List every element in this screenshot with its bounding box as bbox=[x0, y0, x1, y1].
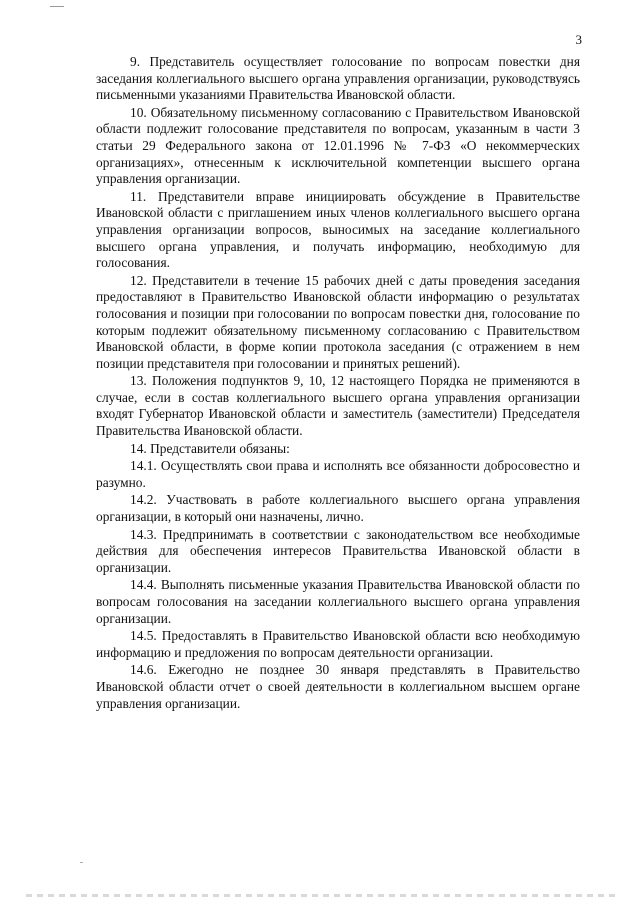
paragraph-14: 14. Представители обязаны: bbox=[130, 440, 290, 456]
paragraph-14-5: 14.5. Предоставлять в Правительство Ивановской области всю необходимую информацию и предложения по вопросам деятельности организации. bbox=[96, 628, 580, 660]
scan-noise-footer bbox=[26, 894, 616, 897]
paragraph-10: 10. Обязательному письменному согласованию с Правительством Ивановской области подлежит голосование представителя по вопросам, указанным в части 3 статьи 29 Федерального закона от 12.01.1996 № 7-ФЗ «О некоммерческих организациях», отнесенным к исключительной компетенции высшего органа управления организации. bbox=[96, 104, 580, 187]
side-dot bbox=[80, 862, 83, 863]
paragraph-14-3: 14.3. Предпринимать в соответствии с законодательством все необходимые действия для обеспечения интересов Правительства Ивановской области в организации. bbox=[96, 526, 580, 575]
corner-mark bbox=[50, 0, 64, 7]
paragraph-14-4: 14.4. Выполнять письменные указания Правительства Ивановской области по вопросам голосования на заседании коллегиального высшего органа управления организации. bbox=[96, 577, 580, 626]
paragraph-9: 9. Представитель осуществляет голосование по вопросам повестки дня заседания коллегиального высшего органа управления организации, руководствуясь письменными указаниями Правительства Ивановской области. bbox=[96, 54, 580, 103]
paragraph-13: 13. Положения подпунктов 9, 10, 12 настоящего Порядка не применяются в случае, если в состав коллегиального высшего органа управления организации входят Губернатор Ивановской области и заместитель (заместители) Председателя Правительства Ивановской области. bbox=[96, 373, 580, 439]
paragraph-12: 12. Представители в течение 15 рабочих дней с даты проведения заседания предоставляют в Правительство Ивановской области информацию о результатах голосования и позиции при голосовании по вопросам повестки дня, голосование по которым подлежит обязательному письменному согласованию с Правительством Ивановской области, в форме копии протокола заседания (с отражением в нем позиции представителя при голосовании и принятых решений). bbox=[96, 272, 580, 371]
paragraph-11: 11. Представители вправе инициировать обсуждение в Правительстве Ивановской области с приглашением иных членов коллегиального высшего органа управления организации вопросов, выносимых на заседание коллегиального высшего органа управления, и получать информацию, необходимую для голосования. bbox=[96, 188, 580, 271]
document-body bbox=[96, 54, 580, 713]
paragraph-14-6: 14.6. Ежегодно не позднее 30 января представлять в Правительство Ивановской области отчет о своей деятельности в коллегиальном высшем органе управления организации. bbox=[96, 662, 580, 711]
paragraph-14-2: 14.2. Участвовать в работе коллегиального высшего органа управления организации, в который они назначены, лично. bbox=[96, 492, 580, 525]
paragraph-14-1: 14.1. Осуществлять свои права и исполнять все обязанности добросовестно и разумно. bbox=[96, 458, 580, 490]
page-number: 3 bbox=[575, 32, 582, 47]
